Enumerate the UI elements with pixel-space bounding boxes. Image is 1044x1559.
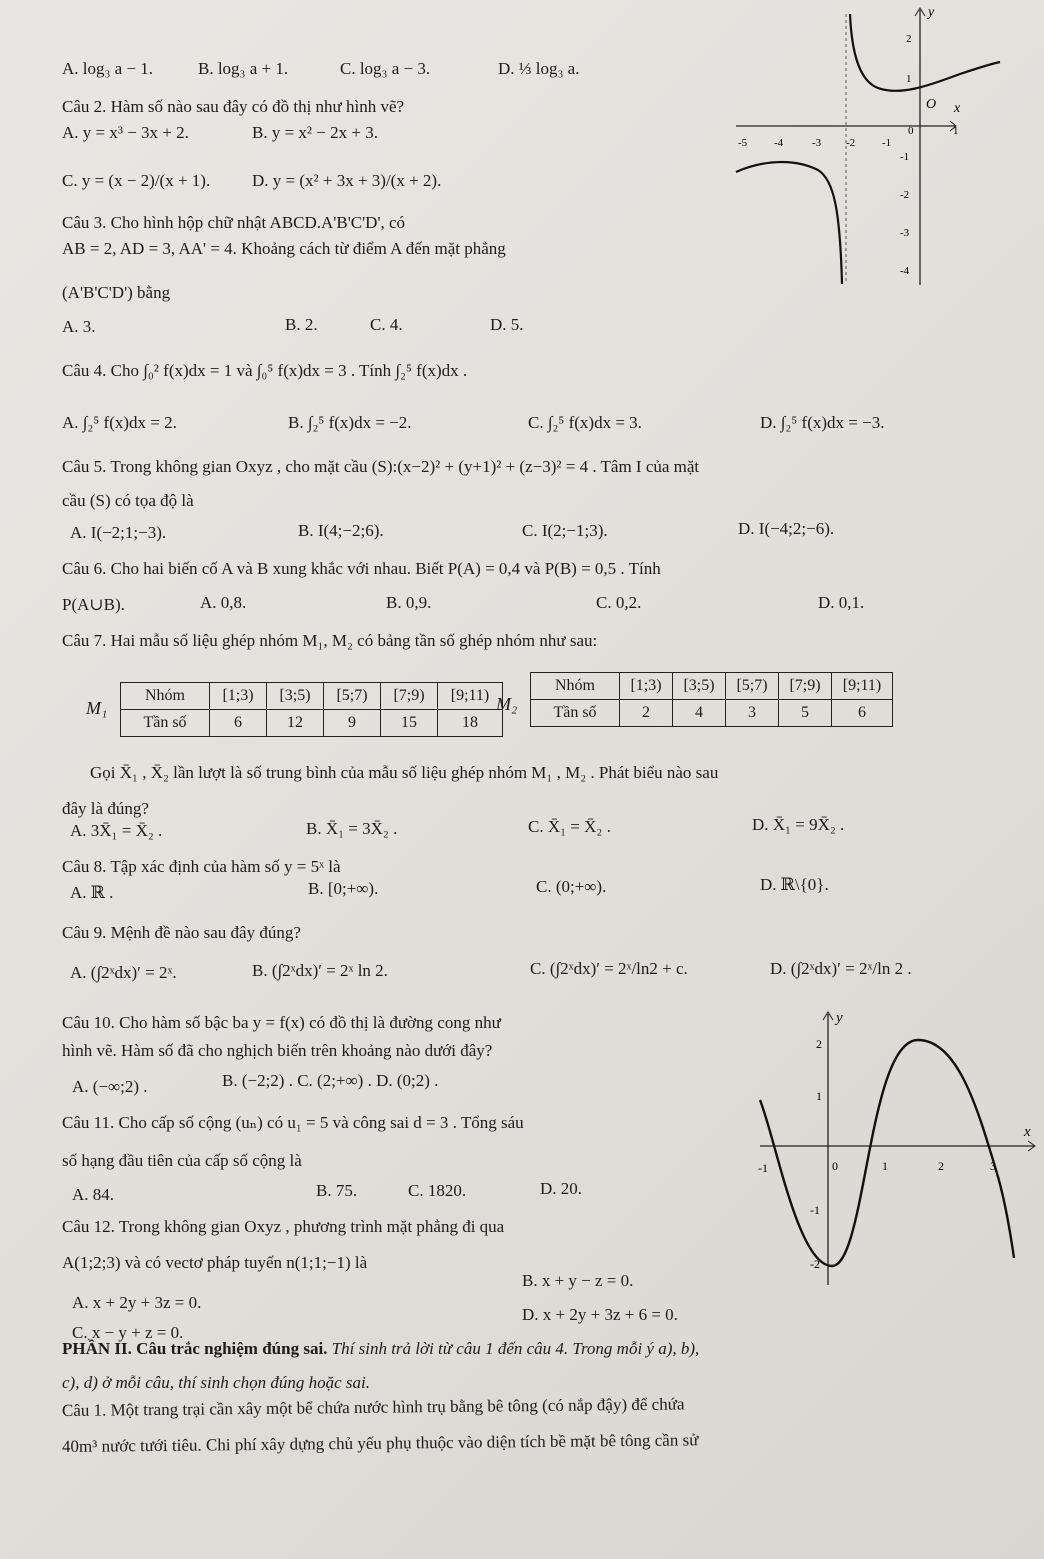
table-row xyxy=(531,673,893,700)
q9-option-c: C. (∫2ˣdx)′ = 2ˣ/ln2 + c. xyxy=(530,959,688,978)
q11-option-a: A. 84. xyxy=(72,1185,115,1204)
q8-option-d: D. ℝ\{0}. xyxy=(760,875,829,894)
graph1-ytick: -4 xyxy=(900,265,910,277)
graph2-cubic-curve xyxy=(760,1040,1014,1266)
q2-graph xyxy=(728,0,1028,300)
q6-option-d: D. 0,1. xyxy=(818,593,865,612)
graph1-xtick: -3 xyxy=(812,137,822,149)
q7-table-m1 xyxy=(120,682,503,737)
table-cell: 5 xyxy=(779,700,832,727)
graph1-ytick: -2 xyxy=(900,189,910,201)
q1-option-b: B. log₃ a + 1. xyxy=(198,59,289,78)
q4-title: Câu 4. Cho ∫₀² f(x)dx = 1 và ∫₀⁵ f(x)dx = 3 . Tính ∫₂⁵ f(x)dx . xyxy=(62,361,468,380)
q6-option-c: C. 0,2. xyxy=(596,593,642,612)
q11-option-b: B. 75. xyxy=(316,1181,358,1200)
q8-option-c: C. (0;+∞). xyxy=(536,877,607,896)
q11-line1: Câu 11. Cho cấp số cộng (uₙ) có u₁ = 5 và công sai d = 3 . Tổng sáu xyxy=(62,1113,524,1132)
table-cell: 6 xyxy=(832,700,893,727)
q1-option-d: D. ⅓ log₃ a. xyxy=(498,59,580,78)
table-cell: [5;7) xyxy=(324,683,381,710)
table-cell: Tần số xyxy=(121,710,210,737)
graph1-origin: O xyxy=(926,97,937,112)
graph2-xtick: 2 xyxy=(938,1159,944,1173)
graph2-y-label: y xyxy=(836,1010,843,1026)
q2-option-c: C. y = (x − 2)/(x + 1). xyxy=(62,171,211,190)
q1-option-a: A. log₃ a − 1. xyxy=(62,59,154,78)
q12-line1: Câu 12. Trong không gian Oxyz , phương trình mặt phẳng đi qua xyxy=(62,1217,505,1236)
table-row xyxy=(531,700,893,727)
table-cell: 4 xyxy=(673,700,726,727)
table-cell: [3;5) xyxy=(267,683,324,710)
q2-title: Câu 2. Hàm số nào sau đây có đồ thị như hình vẽ? xyxy=(62,97,405,116)
graph2-xtick: 3 xyxy=(990,1159,996,1173)
q9-title: Câu 9. Mệnh đề nào sau đây đúng? xyxy=(62,923,301,942)
table-cell: [5;7) xyxy=(726,673,779,700)
q7-table-m2 xyxy=(530,672,893,727)
table-cell: [1;3) xyxy=(620,673,673,700)
table-cell: 6 xyxy=(210,710,267,737)
part2-line3: Câu 1. Một trang trại cần xây một bể chứa nước hình trụ bằng bê tông (có nắp đậy) để chứa xyxy=(61,1394,685,1420)
q3-option-d: D. 5. xyxy=(490,315,524,334)
q7-m1-label: M₁ xyxy=(86,698,108,718)
q12-option-d: D. x + 2y + 3z + 6 = 0. xyxy=(522,1305,678,1324)
table-cell: 12 xyxy=(267,710,324,737)
q2-option-b: B. y = x² − 2x + 3. xyxy=(252,123,378,142)
q7-option-a: A. 3X̄₁ = X̄₂ . xyxy=(70,821,163,840)
q11-line2: số hạng đầu tiên của cấp số cộng là xyxy=(62,1151,302,1170)
q5-option-c: C. I(2;−1;3). xyxy=(522,521,608,540)
graph1-ytick: 2 xyxy=(906,33,912,45)
q9-option-a: A. (∫2ˣdx)′ = 2ˣ. xyxy=(70,963,177,982)
graph2-x-label: x xyxy=(1024,1124,1031,1140)
table-cell: [7;9) xyxy=(779,673,832,700)
graph1-xtick: -1 xyxy=(882,137,892,149)
q7-m2-label: M₂ xyxy=(496,694,518,714)
q9-option-d: D. (∫2ˣdx)′ = 2ˣ/ln 2 . xyxy=(770,959,912,978)
q7-option-b: B. X̄₁ = 3X̄₂ . xyxy=(306,819,398,838)
q10-graph xyxy=(752,1000,1042,1290)
table-cell: Nhóm xyxy=(121,683,210,710)
q10-option-b: B. (−2;2) . C. (2;+∞) . D. (0;2) . xyxy=(222,1071,439,1090)
q4-option-c: C. ∫₂⁵ f(x)dx = 3. xyxy=(528,413,642,432)
part2-line2: c), d) ở mỗi câu, thí sinh chọn đúng hoặc sai. xyxy=(62,1373,370,1392)
graph1-xtick: -4 xyxy=(774,137,784,149)
table-cell: [9;11) xyxy=(832,673,893,700)
graph1-ytick: -3 xyxy=(900,227,910,239)
q7-option-c: C. X̄₁ = X̄₂ . xyxy=(528,817,611,836)
q3-line1: Câu 3. Cho hình hộp chữ nhật ABCD.A'B'C'D', có xyxy=(62,213,406,232)
graph1-x-label: x xyxy=(954,101,961,116)
table-cell: 9 xyxy=(324,710,381,737)
table-cell: 15 xyxy=(381,710,438,737)
q10-line1: Câu 10. Cho hàm số bậc ba y = f(x) có đồ thị là đường cong như xyxy=(62,1013,501,1032)
q11-option-d: D. 20. xyxy=(540,1179,583,1198)
graph2-ytick: 1 xyxy=(816,1089,822,1103)
q7-line3: đây là đúng? xyxy=(62,799,149,818)
q3-option-a: A. 3. xyxy=(62,317,96,336)
q3-option-b: B. 2. xyxy=(285,315,318,334)
q9-option-b: B. (∫2ˣdx)′ = 2ˣ ln 2. xyxy=(252,961,388,980)
q12-option-b: B. x + y − z = 0. xyxy=(522,1271,634,1290)
q10-line2: hình vẽ. Hàm số đã cho nghịch biến trên khoảng nào dưới đây? xyxy=(62,1041,493,1060)
q7-title: Câu 7. Hai mẫu số liệu ghép nhóm M₁, M₂ có bảng tần số ghép nhóm như sau: xyxy=(62,631,598,650)
q5-option-a: A. I(−2;1;−3). xyxy=(70,523,167,542)
table-cell: Tần số xyxy=(531,700,620,727)
q3-line2: AB = 2, AD = 3, AA' = 4. Khoảng cách từ điểm A đến mặt phẳng xyxy=(62,239,506,258)
graph1-xtick: 1 xyxy=(953,125,959,137)
q12-option-a: A. x + 2y + 3z = 0. xyxy=(72,1293,202,1312)
graph1-xtick: -5 xyxy=(738,137,748,149)
table-cell: [3;5) xyxy=(673,673,726,700)
q5-option-d: D. I(−4;2;−6). xyxy=(738,519,835,538)
graph2-ytick: -2 xyxy=(810,1257,820,1271)
q2-option-a: A. y = x³ − 3x + 2. xyxy=(62,123,189,142)
graph1-right-branch xyxy=(850,14,1000,91)
table-cell: [7;9) xyxy=(381,683,438,710)
part2-line1 xyxy=(62,1338,699,1360)
q7-option-d: D. X̄₁ = 9X̄₂ . xyxy=(752,815,845,834)
q2-option-d: D. y = (x² + 3x + 3)/(x + 2). xyxy=(252,171,442,190)
q1-option-c: C. log₃ a − 3. xyxy=(340,59,431,78)
graph1-left-branch xyxy=(736,162,842,284)
table-cell: Nhóm xyxy=(531,673,620,700)
table-row xyxy=(121,683,503,710)
q8-option-a: A. ℝ . xyxy=(70,883,114,902)
q4-option-a: A. ∫₂⁵ f(x)dx = 2. xyxy=(62,413,177,432)
q10-option-a: A. (−∞;2) . xyxy=(72,1077,148,1096)
q6-option-b: B. 0,9. xyxy=(386,593,432,612)
q3-option-c: C. 4. xyxy=(370,315,403,334)
table-cell: [1;3) xyxy=(210,683,267,710)
table-cell: 18 xyxy=(438,710,503,737)
q4-option-b: B. ∫₂⁵ f(x)dx = −2. xyxy=(288,413,412,432)
part2-heading: PHẦN II. Câu trắc nghiệm đúng sai. xyxy=(62,1339,328,1358)
table-cell: [9;11) xyxy=(438,683,503,710)
q8-option-b: B. [0;+∞). xyxy=(308,879,379,898)
graph1-y-label: y xyxy=(928,5,935,20)
part2-instructions: Thí sinh trả lời từ câu 1 đến câu 4. Trong mỗi ý a), b), xyxy=(327,1339,700,1358)
q5-line2: cầu (S) có tọa độ là xyxy=(62,491,194,510)
q12-line2: A(1;2;3) và có vectơ pháp tuyến n(1;1;−1) là xyxy=(62,1253,368,1272)
graph2-xtick: -1 xyxy=(758,1161,768,1175)
q7-line2: Gọi X̄₁ , X̄₂ lần lượt là số trung bình của mẫu số liệu ghép nhóm M₁ , M₂ . Phát biểu nào sau xyxy=(90,763,719,782)
table-row xyxy=(121,710,503,737)
graph1-xtick: -2 xyxy=(846,137,856,149)
q3-line3: (A'B'C'D') bằng xyxy=(62,283,171,302)
q8-title: Câu 8. Tập xác định của hàm số y = 5ˣ là xyxy=(62,857,341,876)
q6-option-a: A. 0,8. xyxy=(200,593,247,612)
graph2-ytick: -1 xyxy=(810,1203,820,1217)
part2-line4: 40m³ nước tưới tiêu. Chi phí xây dựng chủ yếu phụ thuộc vào diện tích bề mặt bê tông cần sử xyxy=(61,1430,699,1456)
q6-line1: Câu 6. Cho hai biến cố A và B xung khắc với nhau. Biết P(A) = 0,4 và P(B) = 0,5 . Tính xyxy=(62,559,661,578)
q12-option-c: C. x − y + z = 0. xyxy=(72,1323,184,1342)
q4-option-d: D. ∫₂⁵ f(x)dx = −3. xyxy=(760,413,885,432)
q11-option-c: C. 1820. xyxy=(408,1181,467,1200)
graph2-xtick: 0 xyxy=(832,1159,838,1173)
q6-pab: P(A∪B). xyxy=(62,595,125,614)
table-cell: 3 xyxy=(726,700,779,727)
q5-option-b: B. I(4;−2;6). xyxy=(298,521,384,540)
table-cell: 2 xyxy=(620,700,673,727)
graph1-ytick: -1 xyxy=(900,151,910,163)
q5-line1: Câu 5. Trong không gian Oxyz , cho mặt cầu (S):(x−2)² + (y+1)² + (z−3)² = 4 . Tâm I của mặt xyxy=(62,457,700,476)
graph1-ytick: 1 xyxy=(906,73,912,85)
graph2-ytick: 2 xyxy=(816,1037,822,1051)
graph2-xtick: 1 xyxy=(882,1159,888,1173)
graph1-xtick: 0 xyxy=(908,125,914,137)
